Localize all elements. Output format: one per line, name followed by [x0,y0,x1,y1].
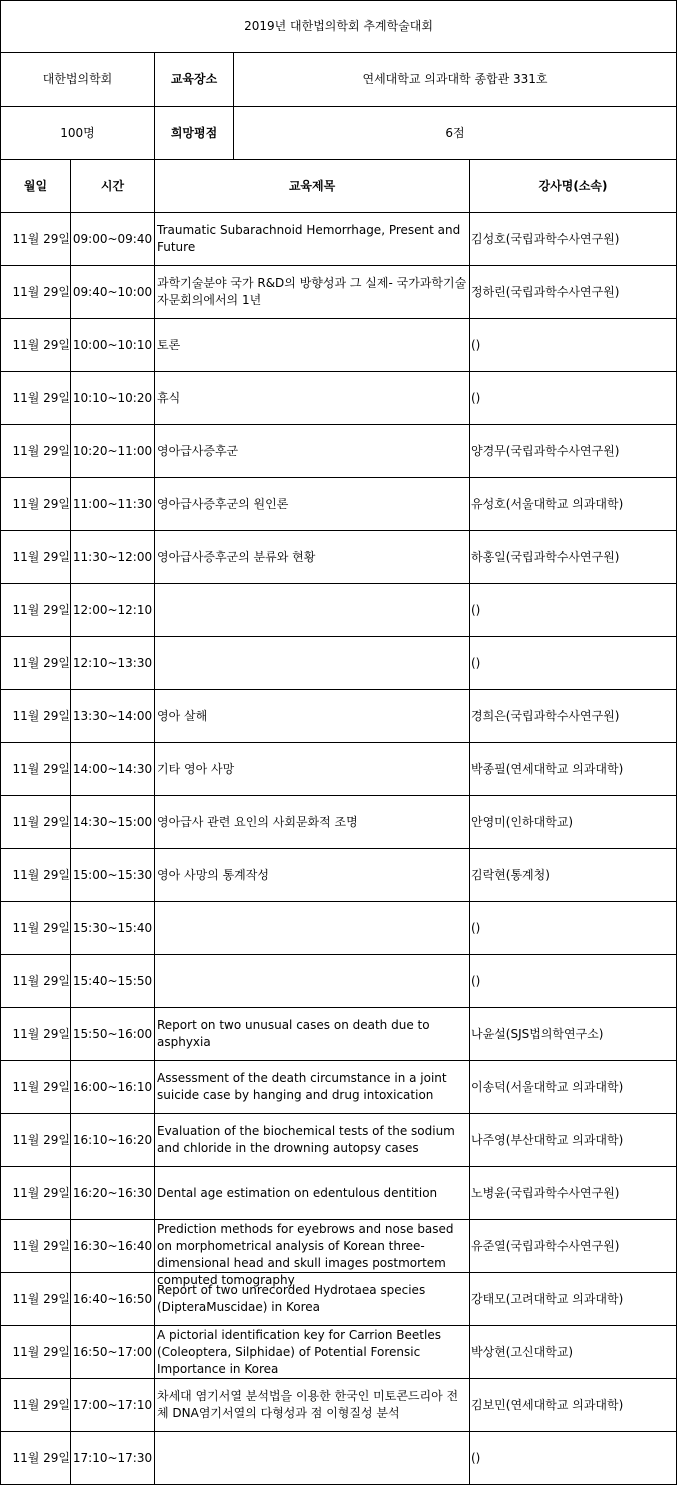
capacity: 100명 [1,107,155,160]
row-date: 11월 29일 [1,1220,71,1273]
row-title: 영아급사증후군의 원인론 [157,496,289,511]
row-title-cell [155,372,470,425]
row-lecturer: 김성호(국립과학수사연구원) [470,213,677,266]
row-lecturer: () [470,1432,677,1485]
row-title: 과학기술분야 국가 R&D의 방향성과 그 실제- 국가과학기술자문회의에서의 1년 [157,276,467,307]
row-time: 10:00~10:10 [71,319,155,372]
row-lecturer: 노병윤(국립과학수사연구원) [470,1167,677,1220]
row-title: A pictorial identification key for Carrion Beetles (Coleoptera, Silphidae) of Potential Forensic Importance in Korea [157,1327,441,1376]
row-title-cell [155,743,470,796]
row-date: 11월 29일 [1,266,71,319]
row-date: 11월 29일 [1,1326,71,1379]
row-lecturer: 박상현(고신대학교) [470,1326,677,1379]
row-date: 11월 29일 [1,1379,71,1432]
row-time: 12:10~13:30 [71,637,155,690]
row-title-cell [155,1220,470,1287]
row-title: 영아급사증후군의 분류와 현황 [157,549,316,564]
row-time: 15:50~16:00 [71,1008,155,1061]
row-lecturer: 이송덕(서울대학교 의과대학) [470,1061,677,1114]
capacity-row [1,107,677,160]
table-row [1,1008,677,1061]
col-header-lecturer: 강사명(소속) [470,160,677,213]
row-lecturer: 경희은(국립과학수사연구원) [470,690,677,743]
table-row [1,1061,677,1114]
row-date: 11월 29일 [1,584,71,637]
row-time: 16:20~16:30 [71,1167,155,1220]
table-row [1,478,677,531]
table-row [1,637,677,690]
row-date: 11월 29일 [1,637,71,690]
row-title: 휴식 [157,390,181,405]
table-row [1,1326,677,1379]
row-title: 영아 사망의 통계작성 [157,867,269,882]
table-row [1,902,677,955]
row-lecturer: 유준열(국립과학수사연구원) [470,1220,677,1273]
row-title-cell [155,1326,470,1379]
row-time: 17:00~17:10 [71,1379,155,1432]
row-date: 11월 29일 [1,1008,71,1061]
row-title-cell [155,584,470,637]
col-header-date: 월일 [1,160,71,213]
row-title-cell [155,690,470,743]
row-lecturer: () [470,637,677,690]
row-date: 11월 29일 [1,1061,71,1114]
row-date: 11월 29일 [1,690,71,743]
organizer: 대한법의학회 [1,53,155,107]
table-row [1,584,677,637]
row-title-cell [155,955,470,1008]
row-time: 09:40~10:00 [71,266,155,319]
row-date: 11월 29일 [1,796,71,849]
points-value: 6점 [234,107,677,160]
row-lecturer: () [470,584,677,637]
row-title: 차세대 염기서열 분석법을 이용한 한국인 미토콘드리아 전체 DNA염기서열의 다형성과 점 이형질성 분석 [157,1389,459,1420]
row-time: 09:00~09:40 [71,213,155,266]
row-lecturer: 박종필(연세대학교 의과대학) [470,743,677,796]
row-title: 영아급사증후군 [157,443,239,458]
table-row [1,319,677,372]
row-date: 11월 29일 [1,425,71,478]
row-lecturer: 유성호(서울대학교 의과대학) [470,478,677,531]
row-time: 17:10~17:30 [71,1432,155,1485]
table-row [1,849,677,902]
table-row [1,531,677,584]
row-title: Prediction methods for eyebrows and nose based on morphometrical analysis of Korean three-dimensional head and skull images postmortem computed tomography [157,1221,454,1287]
row-title-cell [155,1379,470,1432]
table-row [1,1432,677,1485]
column-header-row [1,160,677,213]
row-title: Assessment of the death circumstance in a joint suicide case by hanging and drug intoxication [157,1071,447,1102]
row-lecturer: 안영미(인하대학교) [470,796,677,849]
table-row [1,1273,677,1326]
row-title-cell [155,902,470,955]
row-date: 11월 29일 [1,902,71,955]
row-title-cell [155,425,470,478]
row-date: 11월 29일 [1,1432,71,1485]
row-time: 16:10~16:20 [71,1114,155,1167]
row-date: 11월 29일 [1,955,71,1008]
row-title: 토론 [157,337,181,352]
row-lecturer: 정하린(국립과학수사연구원) [470,266,677,319]
table-row [1,372,677,425]
row-lecturer: 김락현(통계청) [470,849,677,902]
row-title-cell [155,319,470,372]
event-title: 2019년 대한법의학회 추계학술대회 [1,1,677,53]
row-time: 11:30~12:00 [71,531,155,584]
row-title-cell [155,796,470,849]
row-title: Report of two unrecorded Hydrotaea species (DipteraMuscidae) in Korea [157,1283,426,1314]
row-time: 13:30~14:00 [71,690,155,743]
row-time: 10:10~10:20 [71,372,155,425]
row-time: 11:00~11:30 [71,478,155,531]
row-lecturer: 하홍일(국립과학수사연구원) [470,531,677,584]
row-lecturer: () [470,902,677,955]
event-title-row [1,1,677,53]
row-title-cell [155,849,470,902]
row-title-cell [155,266,470,319]
row-time: 16:00~16:10 [71,1061,155,1114]
row-lecturer: 김보민(연세대학교 의과대학) [470,1379,677,1432]
table-row [1,1114,677,1167]
row-lecturer: () [470,319,677,372]
table-row [1,743,677,796]
row-date: 11월 29일 [1,531,71,584]
row-time: 15:30~15:40 [71,902,155,955]
row-date: 11월 29일 [1,1114,71,1167]
row-title-cell [155,637,470,690]
row-lecturer: () [470,955,677,1008]
row-lecturer: 강태모(고려대학교 의과대학) [470,1273,677,1326]
col-header-time: 시간 [71,160,155,213]
row-time: 14:00~14:30 [71,743,155,796]
row-title: 기타 영아 사망 [157,761,235,776]
row-time: 14:30~15:00 [71,796,155,849]
table-row [1,266,677,319]
table-row [1,1220,677,1273]
row-title-cell [155,1432,470,1485]
table-row [1,955,677,1008]
points-label: 희망평점 [155,107,234,160]
row-title: 영아 살해 [157,708,208,723]
table-row [1,1379,677,1432]
table-row [1,796,677,849]
row-title: Report on two unusual cases on death due to asphyxia [157,1018,430,1049]
row-lecturer: 양경무(국립과학수사연구원) [470,425,677,478]
row-lecturer: () [470,372,677,425]
row-title-cell [155,213,470,266]
row-lecturer: 나윤설(SJS법의학연구소) [470,1008,677,1061]
row-title: Traumatic Subarachnoid Hemorrhage, Present and Future [157,223,461,254]
row-time: 12:00~12:10 [71,584,155,637]
row-title: 영아급사 관련 요인의 사회문화적 조명 [157,814,358,829]
col-header-title: 교육제목 [155,160,470,213]
row-date: 11월 29일 [1,319,71,372]
table-row [1,425,677,478]
row-date: 11월 29일 [1,372,71,425]
row-lecturer: 나주영(부산대학교 의과대학) [470,1114,677,1167]
row-title-cell [155,1008,470,1061]
row-time: 16:30~16:40 [71,1220,155,1273]
row-time: 16:50~17:00 [71,1326,155,1379]
location-label: 교육장소 [155,53,234,107]
row-title-cell [155,478,470,531]
location-row [1,53,677,107]
row-title-cell [155,1167,470,1220]
row-title-cell [155,1061,470,1114]
row-date: 11월 29일 [1,1167,71,1220]
row-title-cell [155,1114,470,1167]
row-time: 16:40~16:50 [71,1273,155,1326]
table-row [1,1167,677,1220]
row-title: Evaluation of the biochemical tests of the sodium and chloride in the drowning autopsy cases [157,1124,455,1155]
row-date: 11월 29일 [1,743,71,796]
row-date: 11월 29일 [1,213,71,266]
table-row [1,690,677,743]
row-time: 15:00~15:30 [71,849,155,902]
row-date: 11월 29일 [1,1273,71,1326]
row-title-cell [155,531,470,584]
row-date: 11월 29일 [1,478,71,531]
location-value: 연세대학교 의과대학 종합관 331호 [234,53,677,107]
row-title: Dental age estimation on edentulous dentition [157,1185,438,1200]
row-time: 10:20~11:00 [71,425,155,478]
table-row [1,213,677,266]
row-time: 15:40~15:50 [71,955,155,1008]
row-date: 11월 29일 [1,849,71,902]
